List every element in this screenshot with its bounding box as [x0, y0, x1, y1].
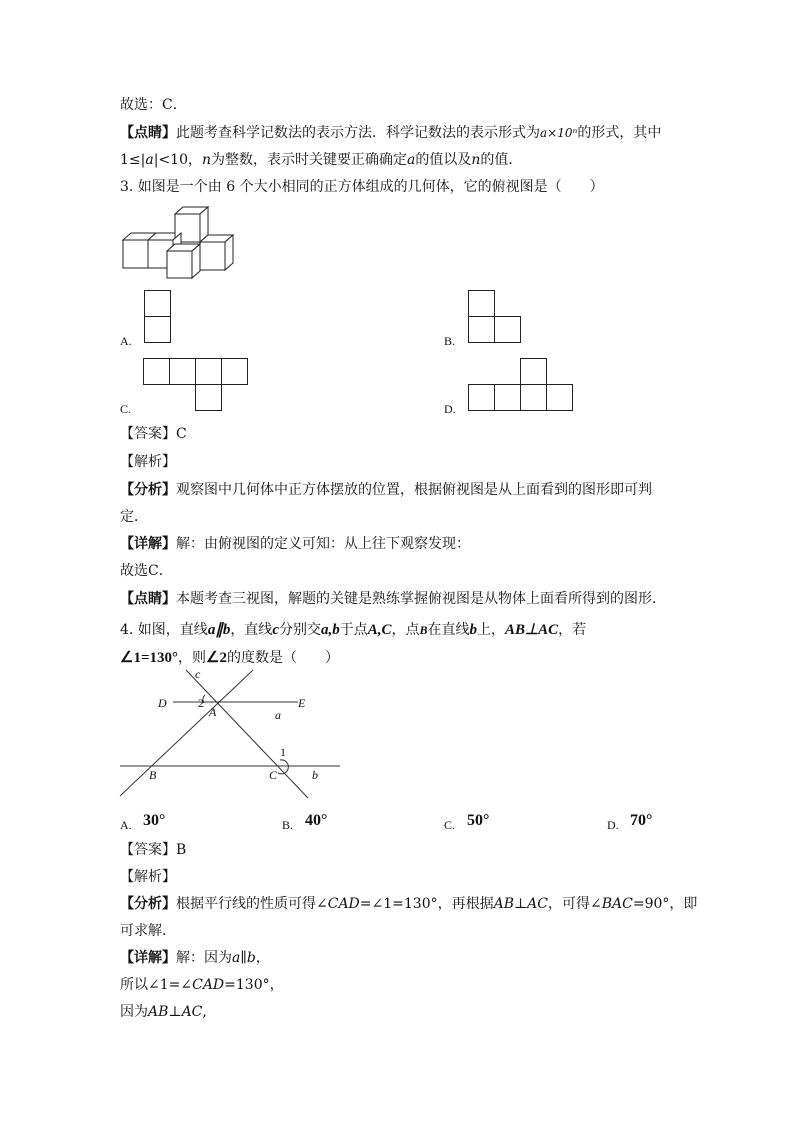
- q4-step1-a: 所以∠1=∠: [120, 977, 193, 993]
- prev-conclusion: 故选：C．: [120, 97, 187, 113]
- q3-option-d-label[interactable]: D.: [444, 402, 456, 416]
- prev-tip-label: 【点睛】: [120, 125, 176, 141]
- q4-stem-angle1: ∠1=130°: [120, 650, 178, 666]
- prev-tip-l2-e: 的值．: [480, 152, 523, 168]
- q4-stem-a: 4. 如图，直线: [120, 622, 208, 638]
- fig-label-B: B: [149, 768, 157, 782]
- q4-stem-B: B: [419, 623, 428, 637]
- q4-option-b-label[interactable]: B.: [282, 818, 294, 832]
- q4-step1-cad: CAD: [192, 977, 225, 993]
- prev-tip-text-a: 此题考查科学记数法的表示方法．科学记数法的表示形式为: [176, 125, 540, 141]
- q3-option-d-figure[interactable]: [468, 358, 575, 411]
- prev-tip-l2-b: |<10，: [153, 152, 202, 168]
- q4-fenxi-line2: 可求解．: [120, 923, 176, 939]
- q4-step2-abac: AB⊥AC: [148, 1004, 203, 1020]
- q4-option-a-value[interactable]: 30°: [143, 812, 166, 829]
- q4-stem-line1: [120, 620, 586, 640]
- q4-stem-b: ，直线: [230, 622, 273, 638]
- q3-fenxi-line2: 定．: [120, 509, 148, 525]
- fig-label-1: 1: [280, 745, 286, 759]
- q4-stem-angle2: ∠2: [206, 650, 227, 666]
- q4-stem-ab: a,b: [320, 622, 340, 638]
- q4-stem-j: 的度数是（ ）: [226, 650, 339, 666]
- q4-option-d-label[interactable]: D.: [607, 818, 619, 832]
- q3-stem: 3. 如图是一个由 6 个大小相同的正方体组成的几何体，它的俯视图是（ ）: [120, 179, 604, 195]
- q4-step2-b: ,: [202, 1004, 207, 1020]
- q4-option-c-label[interactable]: C.: [444, 818, 456, 832]
- prev-tip-l2-n: n: [201, 152, 212, 168]
- fig-label-c: c: [195, 667, 201, 681]
- q3-fenxi-text: 观察图中几何体中正方体摆放的位置，根据俯视图是从上面看到的图形即可判: [176, 482, 652, 498]
- prev-tip-formula: a×10ⁿ: [540, 126, 578, 140]
- q4-fenxi-label: 【分析】: [120, 896, 176, 912]
- q4-step1: [120, 975, 284, 995]
- q4-stem-e: ，点: [391, 622, 420, 638]
- q3-tip-text: 本题考查三视图，解题的关键是熟练掌握俯视图是从物体上面看所得到的图形．: [176, 591, 666, 607]
- q4-step2-a: 因为: [120, 1004, 148, 1020]
- q3-cube-figure: [118, 205, 243, 280]
- q3-tip: [120, 589, 666, 609]
- q3-option-a-label[interactable]: A.: [120, 334, 132, 348]
- q4-stem-perp: AB⊥AC: [505, 622, 559, 638]
- q3-xiangjie-label: 【详解】: [120, 536, 176, 552]
- q4-fenxi-d: =90°，即: [632, 896, 698, 912]
- line-c: [186, 670, 308, 798]
- line-ab: [120, 670, 253, 796]
- cube-face: [200, 242, 225, 270]
- q4-fenxi-b: =∠1=130°，再根据: [359, 896, 494, 912]
- q4-analysis-label: 【解析】: [120, 869, 176, 885]
- q3-option-c-figure[interactable]: [143, 358, 250, 411]
- prev-tip-l2-n2: n: [471, 152, 481, 168]
- prev-tip-l2-a2: a: [407, 152, 416, 168]
- q4-option-a-label[interactable]: A.: [120, 818, 132, 832]
- prev-tip-text-b: 的形式，其中: [577, 125, 662, 141]
- fig-label-a: a: [275, 708, 281, 722]
- q3-conclusion: 故选C．: [120, 563, 173, 579]
- q3-analysis-label: 【解析】: [120, 454, 176, 470]
- q3-xiangjie-text: 解：由俯视图的定义可知：从上往下观察发现：: [176, 536, 470, 552]
- q4-stem-parallel: a∥b: [207, 622, 231, 638]
- q3-option-c-label[interactable]: C.: [120, 402, 132, 416]
- q4-stem-c: 分别交: [278, 622, 321, 638]
- q4-fenxi-a: 根据平行线的性质可得∠: [176, 896, 328, 912]
- q4-stem-c-var: c: [272, 622, 279, 638]
- q3-answer: 【答案】C: [120, 426, 187, 442]
- q4-answer: 【答案】B: [120, 842, 187, 858]
- q4-fenxi-bac: BAC: [601, 896, 633, 912]
- q4-fenxi-c: ，可得∠: [548, 896, 602, 912]
- q4-stem-b2: b: [469, 622, 478, 638]
- q4-fenxi-line1: [120, 894, 697, 914]
- q3-fenxi-label: 【分析】: [120, 482, 176, 498]
- fig-label-A: A: [209, 705, 217, 719]
- q3-tip-label: 【点睛】: [120, 591, 176, 607]
- q4-xiangjie-ab: a∥b: [232, 950, 256, 966]
- q3-option-b-figure[interactable]: [468, 290, 522, 343]
- q3-fenxi-line1: [120, 480, 652, 500]
- q4-xiangjie-label: 【详解】: [120, 950, 176, 966]
- q3-option-a-figure[interactable]: [144, 290, 171, 343]
- prev-tip-l2-c: 为整数，表示时关键要正确确定: [211, 152, 408, 168]
- fig-label-E: E: [298, 696, 306, 710]
- prev-tip-l2-d: 的值以及: [415, 152, 472, 168]
- q4-stem-d: 于点: [339, 622, 368, 638]
- q3-xiangjie: [120, 534, 470, 554]
- q4-stem-i: ，则: [178, 650, 206, 666]
- q4-stem-f: 在直线: [427, 622, 470, 638]
- q4-step2: [120, 1002, 207, 1022]
- q4-xiangjie: [120, 948, 270, 968]
- q4-xiangjie-b: ，: [255, 950, 270, 966]
- q4-fenxi-abac: AB⊥AC: [493, 896, 548, 912]
- q4-option-d-value[interactable]: 70°: [630, 812, 653, 829]
- cube-face: [123, 240, 148, 268]
- fig-label-b: b: [312, 768, 318, 782]
- prev-tip-l2-a: 1≤|: [120, 152, 146, 168]
- prev-tip-line2: [120, 150, 522, 170]
- prev-tip-line1: [120, 123, 661, 143]
- q4-stem-h: ，若: [558, 622, 587, 638]
- q4-stem-AC: A,C: [367, 622, 392, 638]
- q4-option-c-value[interactable]: 50°: [467, 812, 490, 829]
- fig-label-C: C: [269, 768, 278, 782]
- fig-label-2: 2: [198, 696, 204, 710]
- q4-fenxi-cad: CAD: [327, 896, 360, 912]
- q4-geometry-figure: [118, 665, 343, 800]
- fig-label-D: D: [158, 696, 167, 710]
- q4-xiangjie-a: 解：因为: [176, 950, 232, 966]
- q4-step1-b: =130°，: [224, 977, 284, 993]
- cube-face: [167, 251, 192, 278]
- q4-option-b-value[interactable]: 40°: [305, 812, 328, 829]
- q3-option-b-label[interactable]: B.: [444, 334, 456, 348]
- prev-tip-l2-avar: a: [145, 152, 154, 168]
- q4-stem-g: 上，: [477, 622, 506, 638]
